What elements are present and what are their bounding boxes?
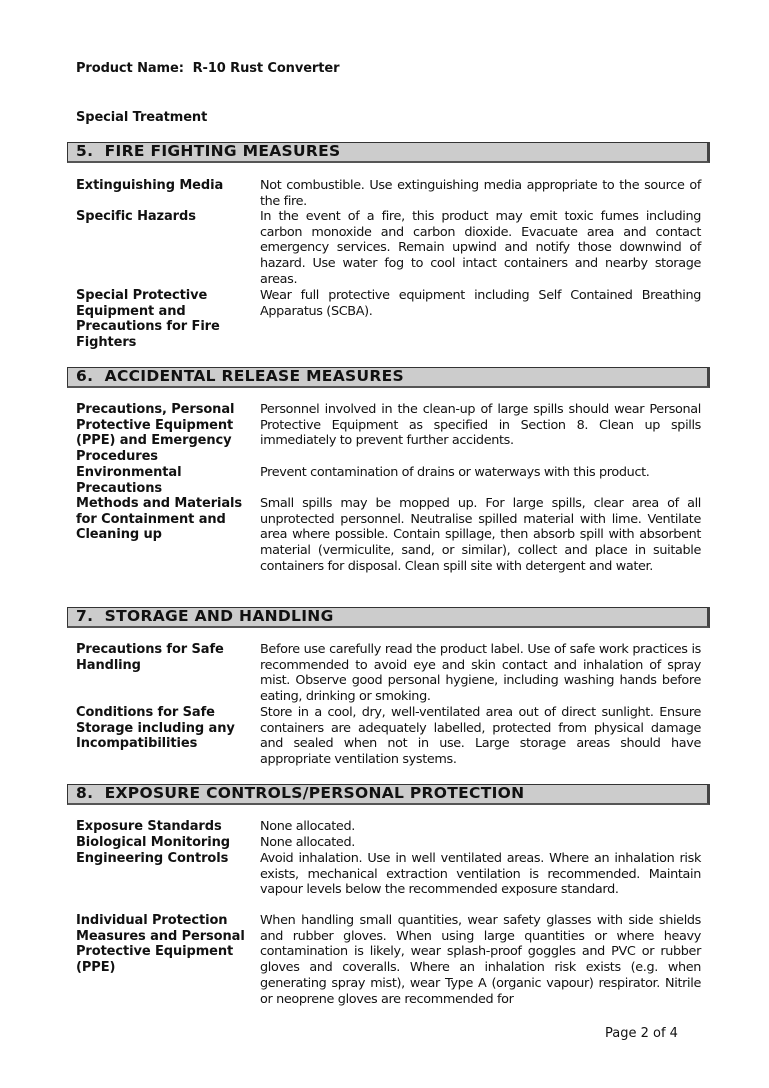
row-label: Engineering Controls — [76, 851, 229, 866]
section-header-fire-fighting — [67, 142, 710, 163]
section-header-accidental-release — [67, 367, 710, 388]
row-value: Before use carefully read the product label. Use of safe work practices is recommended to avoid eye and skin contact and inhalation of spray mist. Observe good personal hygiene, including washing hands before eating, drinking or smoking. — [260, 642, 701, 705]
section-header-storage-handling — [67, 607, 710, 628]
row-label: Specific Hazards — [76, 209, 196, 224]
row-label: Conditions for Safe Storage including any Incompatibilities — [76, 705, 235, 752]
row-value: Avoid inhalation. Use in well ventilated areas. Where an inhalation risk exists, mechanical extraction ventilation is recommended. Maintain vapour levels below the recommended exposure standard. — [260, 851, 701, 898]
row-value: When handling small quantities, wear safety glasses with side shields and rubber gloves. When using large quantities or where heavy contamination is likely, wear splash-proof goggles and PVC or rubber gloves and coveralls. Where an inhalation risk exists (e.g. when generating spray mist), wear Type A (organic vapour) respirator. Nitrile or neoprene gloves are recommended for — [260, 913, 701, 1007]
row-label: Biological Monitoring — [76, 835, 230, 850]
special-treatment-label: Special Treatment — [76, 110, 208, 125]
section-title: 7. STORAGE AND HANDLING — [76, 607, 334, 625]
row-label: Precautions, Personal Protective Equipment (PPE) and Emergency Procedures — [76, 402, 235, 465]
row-value: Store in a cool, dry, well-ventilated area out of direct sunlight. Ensure containers are adequately labelled, protected from physical damage and sealed when not in use. Large storage areas should have appropriate ventilation systems. — [260, 705, 701, 768]
row-value: Small spills may be mopped up. For large spills, clear area of all unprotected personnel. Neutralise spilled material with lime. Ventilate area where possible. Contain spillage, then absorb spill with absorbent material (vermiculite, sand, or similar), collect and place in suitable containers for disposal. Clean spill site with detergent and water. — [260, 496, 701, 574]
row-label: Extinguishing Media — [76, 178, 224, 193]
row-value: None allocated. — [260, 835, 355, 850]
row-value: Wear full protective equipment including Self Contained Breathing Apparatus (SCBA). — [260, 288, 701, 319]
row-label: Special Protective Equipment and Precautions for Fire Fighters — [76, 288, 220, 351]
row-label: Methods and Materials for Containment and Cleaning up — [76, 496, 243, 543]
page-number: Page 2 of 4 — [605, 1026, 678, 1041]
row-label: Individual Protection Measures and Personal Protective Equipment (PPE) — [76, 913, 245, 976]
row-value: Not combustible. Use extinguishing media appropriate to the source of the fire. — [260, 178, 701, 209]
row-value: Personnel involved in the clean-up of large spills should wear Personal Protective Equipment as specified in Section 8. Clean up spills immediately to prevent further accidents. — [260, 402, 701, 449]
row-value: None allocated. — [260, 819, 355, 834]
row-label: Precautions for Safe Handling — [76, 642, 224, 673]
section-header-exposure-controls — [67, 784, 710, 805]
row-value: In the event of a fire, this product may emit toxic fumes including carbon monoxide and carbon dioxide. Evacuate area and contact emergency services. Remain upwind and notify those downwind of hazard. Use water fog to cool intact containers and nearby storage areas. — [260, 209, 701, 287]
section-title: 6. ACCIDENTAL RELEASE MEASURES — [76, 367, 404, 385]
row-value: Prevent contamination of drains or waterways with this product. — [260, 465, 650, 480]
row-label: Exposure Standards — [76, 819, 222, 834]
product-name: Product Name: R-10 Rust Converter — [76, 61, 340, 76]
section-title: 8. EXPOSURE CONTROLS/PERSONAL PROTECTION — [76, 784, 525, 802]
row-label: Environmental Precautions — [76, 465, 182, 496]
section-title: 5. FIRE FIGHTING MEASURES — [76, 142, 341, 160]
